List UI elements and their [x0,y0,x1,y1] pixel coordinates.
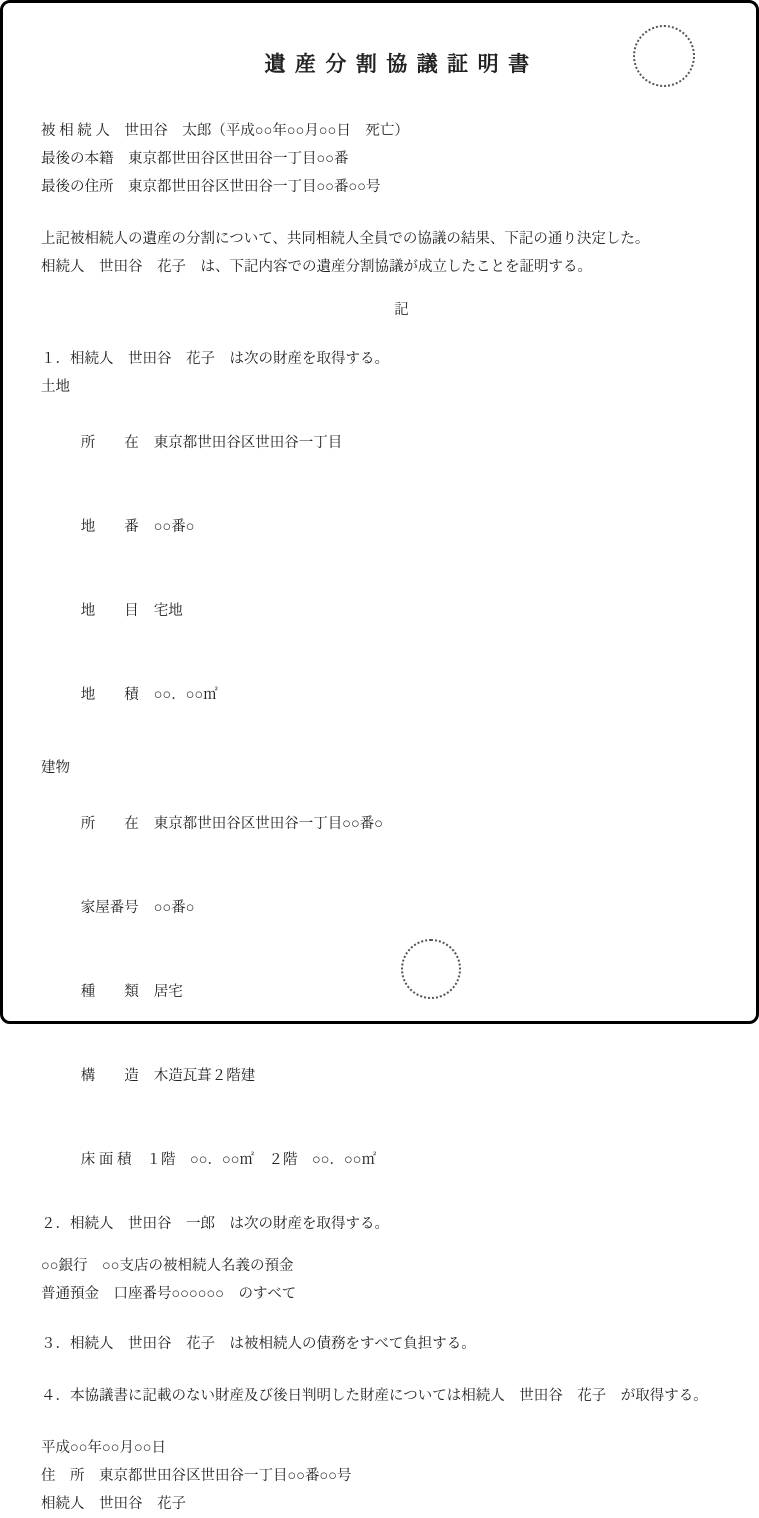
preamble-line-1: 上記被相続人の遺産の分割について、共同相続人全員での協議の結果、下記の通り決定した。 [41,231,650,247]
account-line: 普通預金 口座番号○○○○○○ のすべて [41,1286,297,1302]
prop-value: 木造瓦葺２階建 [153,1068,256,1084]
prop-label: 家屋番号 [80,900,139,916]
prop-value: ○○番○ [153,900,195,916]
domicile-line: 最後の本籍 東京都世田谷区世田谷一丁目○○番 [41,151,349,167]
last-address-line: 最後の住所 東京都世田谷区世田谷一丁目○○番○○号 [41,179,381,195]
bank-asset-block [41,1252,722,1308]
prop-label: 所 在 [80,816,139,832]
prop-label: 地 積 [80,687,139,703]
record-marker: 記 [394,302,409,318]
stamp-seal-bottom-icon [401,939,461,999]
land-label: 土地 [41,379,70,395]
prop-label: 床 面 積 [80,1152,132,1168]
prop-label: 種 類 [80,984,139,1000]
prop-label: 所 在 [80,435,139,451]
prop-value: ○○番○ [153,519,195,535]
prop-value: 東京都世田谷区世田谷一丁目 [153,435,343,451]
bank-line: ○○銀行 ○○支店の被相続人名義の預金 [41,1258,294,1274]
prop-value: 宅地 [153,603,183,619]
decedent-line: 被 相 続 人 世田谷 太郎（平成○○年○○月○○日 死亡） [41,123,409,139]
building-row [41,950,722,1034]
building-row [41,866,722,950]
prop-label: 構 造 [80,1068,139,1084]
land-block [41,373,722,737]
prop-label: 地 目 [80,603,139,619]
building-row [41,782,722,866]
prop-value: 居宅 [153,984,183,1000]
land-row [41,653,722,737]
signer-line: 相続人 世田谷 花子 [41,1496,186,1512]
document-title: 遺産分割協議証明書 [264,52,539,76]
prop-value: 東京都世田谷区世田谷一丁目○○番○ [153,816,384,832]
prop-value: １階 ○○．○○㎡ ２階 ○○．○○㎡ [146,1152,377,1168]
prop-value: ○○．○○㎡ [153,687,218,703]
section-3-heading: ３．相続人 世田谷 花子 は被相続人の債務をすべて負担する。 [41,1336,476,1352]
building-block [41,754,722,1202]
closing-block [41,1434,722,1518]
land-row [41,569,722,653]
prop-label: 地 番 [80,519,139,535]
building-row [41,1034,722,1118]
section-2-heading: ２．相続人 世田谷 一郎 は次の財産を取得する。 [41,1216,389,1232]
building-row [41,1118,722,1202]
closing-address-line: 住 所 東京都世田谷区世田谷一丁目○○番○○号 [41,1468,352,1484]
land-row [41,485,722,569]
date-line: 平成○○年○○月○○日 [41,1440,167,1456]
preamble-block [41,225,722,281]
section-4-heading: ４．本協議書に記載のない財産及び後日判明した財産については相続人 世田谷 花子 が取得する。 [41,1388,708,1404]
building-label: 建物 [41,760,70,776]
stamp-seal-top-icon [633,25,695,87]
land-row [41,401,722,485]
decedent-info-block [41,117,722,201]
preamble-line-2: 相続人 世田谷 花子 は、下記内容での遺産分割協議が成立したことを証明する。 [41,259,592,275]
section-1-heading: １．相続人 世田谷 花子 は次の財産を取得する。 [41,351,389,367]
